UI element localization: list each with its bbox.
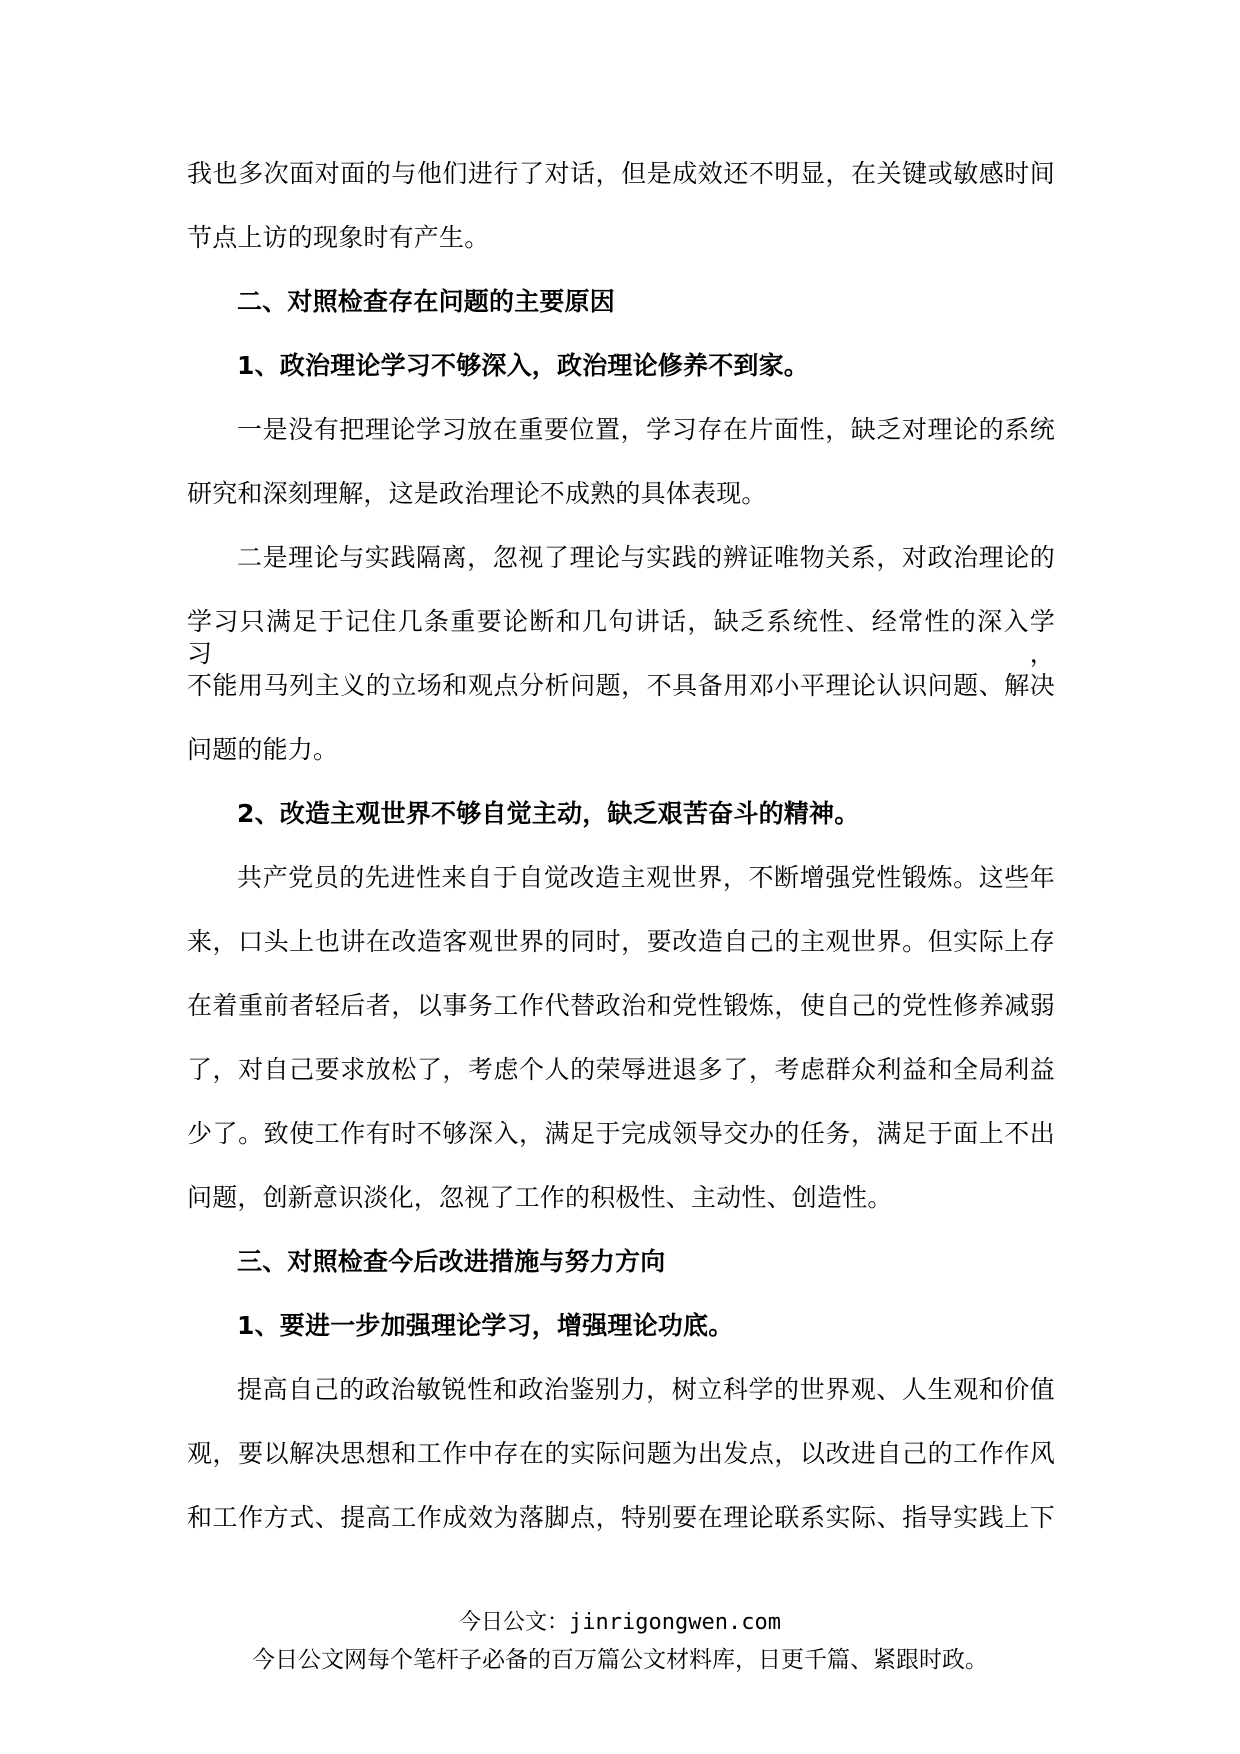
paragraph-line: 节点上访的现象时有产生。 xyxy=(187,223,490,252)
paragraph-line: 共产党员的先进性来自于自觉改造主观世界，不断增强党性锻炼。这些年 xyxy=(237,863,1055,892)
paragraph-line: 一是没有把理论学习放在重要位置，学习存在片面性，缺乏对理论的系统 xyxy=(237,415,1055,444)
footer-site-url[interactable]: jinrigongwen.com xyxy=(569,1610,781,1635)
section-heading: 1、要进一步加强理论学习，增强理论功底。 xyxy=(237,1311,734,1340)
paragraph-line: 不能用马列主义的立场和观点分析问题，不具备用邓小平理论认识问题、解决 xyxy=(187,671,1055,700)
document-body xyxy=(187,158,1055,1566)
section-heading: 二、对照检查存在问题的主要原因 xyxy=(237,287,616,316)
section-heading: 三、对照检查今后改进措施与努力方向 xyxy=(237,1247,666,1276)
paragraph-line: 少了。致使工作有时不够深入，满足于完成领导交办的任务，满足于面上不出 xyxy=(187,1119,1055,1148)
paragraph-line: 和工作方式、提高工作成效为落脚点，特别要在理论联系实际、指导实践上下 xyxy=(187,1503,1055,1532)
paragraph-line: 学习只满足于记住几条重要论断和几句讲话，缺乏系统性、经常性的深入学习， xyxy=(187,607,1055,668)
paragraph-line: 问题的能力。 xyxy=(187,735,339,764)
footer-site-line xyxy=(0,1608,1240,1638)
paragraph-line: 二是理论与实践隔离，忽视了理论与实践的辨证唯物关系，对政治理论的 xyxy=(237,543,1055,572)
paragraph-line: 了，对自己要求放松了，考虑个人的荣辱进退多了，考虑群众利益和全局利益 xyxy=(187,1055,1055,1084)
footer-tagline: 今日公文网每个笔杆子必备的百万篇公文材料库，日更千篇、紧跟时政。 xyxy=(252,1647,988,1673)
paragraph-line: 研究和深刻理解，这是政治理论不成熟的具体表现。 xyxy=(187,479,767,508)
footer-site-label: 今日公文： xyxy=(459,1610,570,1635)
paragraph-line: 观，要以解决思想和工作中存在的实际问题为出发点，以改进自己的工作作风 xyxy=(187,1439,1055,1468)
section-heading: 1、政治理论学习不够深入，政治理论修养不到家。 xyxy=(237,351,809,380)
paragraph-line: 来，口头上也讲在改造客观世界的同时，要改造自己的主观世界。但实际上存 xyxy=(187,927,1055,956)
paragraph-line: 我也多次面对面的与他们进行了对话，但是成效还不明显，在关键或敏感时间 xyxy=(187,159,1055,188)
paragraph-line: 提高自己的政治敏锐性和政治鉴别力，树立科学的世界观、人生观和价值 xyxy=(237,1375,1055,1404)
paragraph-line: 问题，创新意识淡化，忽视了工作的积极性、主动性、创造性。 xyxy=(187,1183,893,1212)
paragraph-line: 在着重前者轻后者，以事务工作代替政治和党性锻炼，使自己的党性修养减弱 xyxy=(187,991,1055,1020)
section-heading: 2、改造主观世界不够自觉主动，缺乏艰苦奋斗的精神。 xyxy=(237,799,860,828)
